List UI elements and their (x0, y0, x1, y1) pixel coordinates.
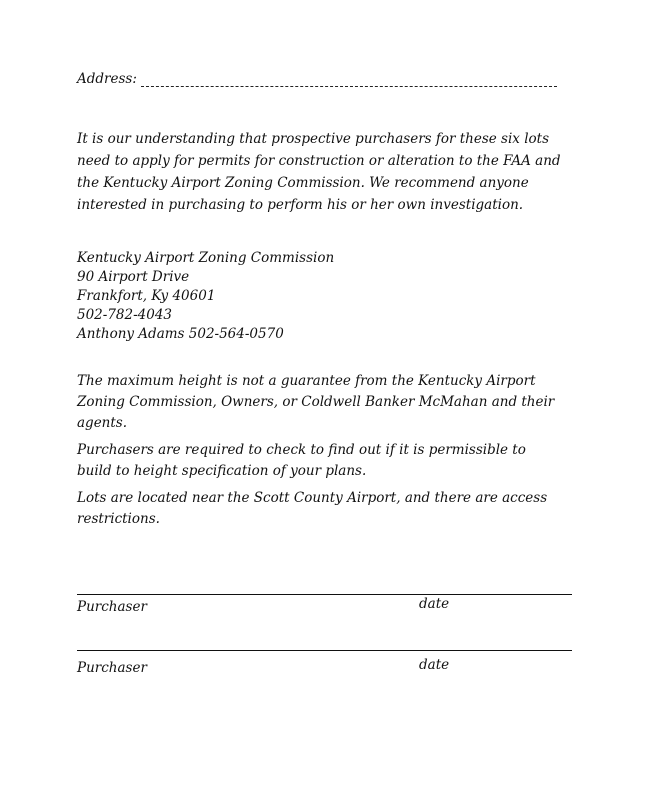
notice-airport-access: Lots are located near the Scott County Airport, and there are access restrictions. (77, 490, 548, 527)
contact-street: 90 Airport Drive (77, 269, 190, 285)
contact-city-state-zip: Frankfort, Ky 40601 (77, 288, 216, 304)
address-row (77, 71, 557, 87)
contact-organization: Kentucky Airport Zoning Commission (77, 250, 335, 266)
date-label-2: date (419, 657, 450, 673)
address-label: Address: (77, 71, 137, 87)
date-label-1: date (419, 596, 450, 612)
signature-line-2 (77, 650, 572, 651)
signature-line-1 (77, 594, 572, 595)
contact-block (77, 249, 334, 344)
notice-height-check: Purchasers are required to check to find out if it is permissible to build to height specification of your plans. (77, 442, 526, 479)
notice-max-height: The maximum height is not a guarantee from the Kentucky Airport Zoning Commission, Owners, or Coldwell Banker McMahan and their agents. (77, 373, 555, 431)
address-blank-line (141, 74, 557, 87)
purchaser-label-2: Purchaser (77, 660, 147, 676)
contact-person: Anthony Adams 502-564-0570 (77, 326, 284, 342)
purchaser-label-1: Purchaser (77, 599, 147, 615)
intro-paragraph: It is our understanding that prospective purchasers for these six lots need to apply for permits for construction or alteration to the FAA and the Kentucky Airport Zoning Commission. We recommend anyone interested in purchasing to perform his or her own investigation. (77, 131, 561, 213)
contact-phone: 502-782-4043 (77, 307, 173, 323)
